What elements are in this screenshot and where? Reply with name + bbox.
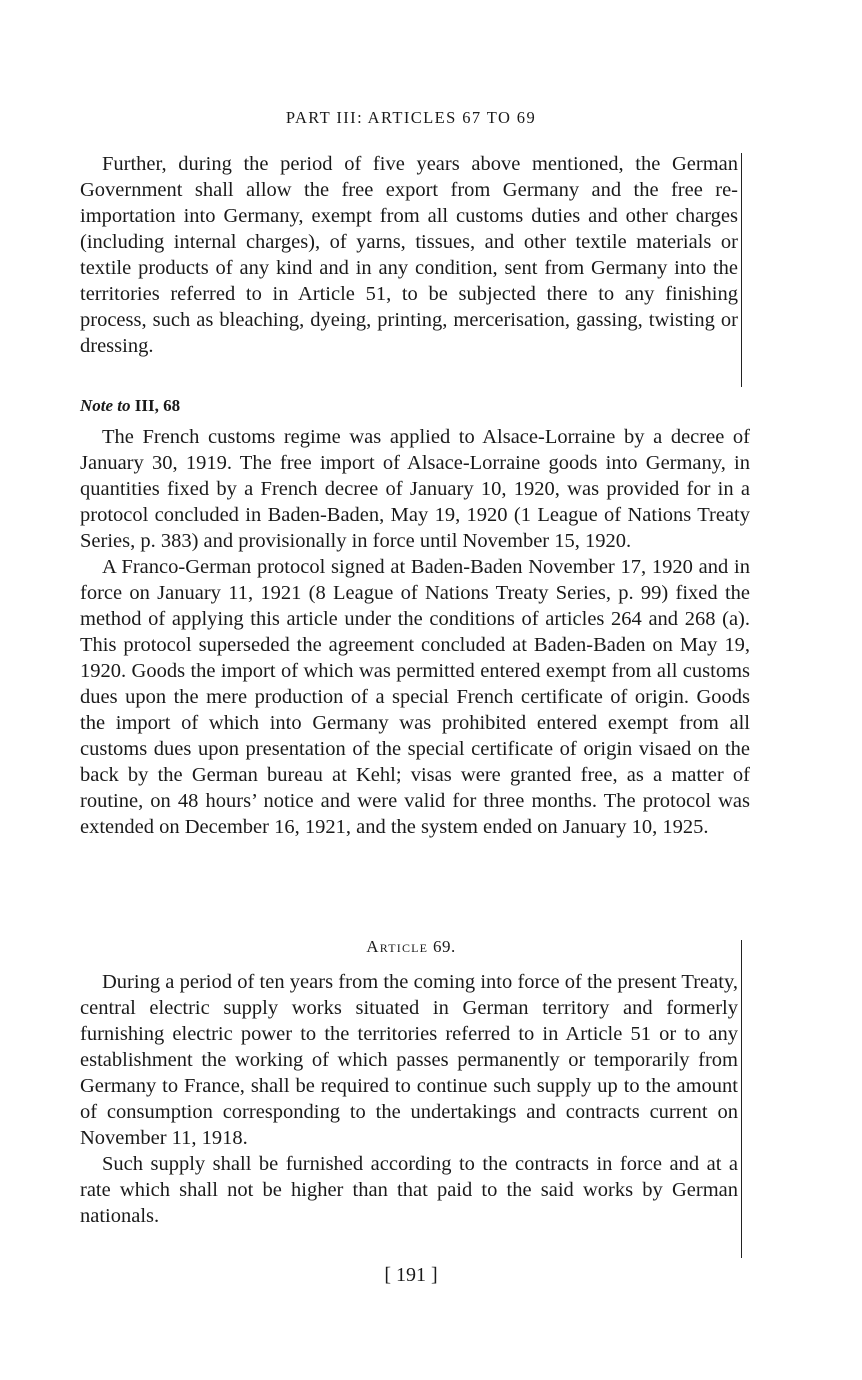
note-reference: III, 68 — [134, 396, 181, 415]
margin-rule — [741, 940, 742, 1258]
note-heading — [80, 396, 180, 416]
article-heading — [0, 937, 822, 957]
treaty-text-article-69 — [80, 969, 738, 1229]
margin-rule — [741, 153, 742, 387]
note-text — [80, 424, 750, 840]
page-number: [ 191 ] — [384, 1264, 438, 1286]
running-head: PART III: ARTICLES 67 TO 69 — [285, 108, 537, 127]
article-paragraph: Such supply shall be furnished according to the contracts in force and at a rate which shall not be higher than that paid to the said works by German nationals. — [80, 1153, 738, 1227]
article-paragraph: During a period of ten years from the coming into force of the present Treaty, central electric supply works situated in German territory and formerly furnishing electric power to the territories referred to in Article 51 or to any establishment the working of which passes permanently or temporarily from Germany to France, shall be required to continue such supply up to the amount of consumption corresponding to the undertakings and contracts current on November 11, 1918. — [80, 971, 738, 1149]
note-paragraph: The French customs regime was applied to Alsace-Lorraine by a decree of January 30, 1919. The free import of Alsace-Lorraine goods into Germany, in quantities fixed by a French decree of January 10, 1920, was provided for in a protocol concluded in Baden-Baden, May 19, 1920 (1 League of Nations Treaty Series, p. 383) and provisionally in force until November 15, 1920. — [80, 426, 750, 552]
treaty-paragraph: Further, during the period of five years above mentioned, the German Government shall allow the free export from Germany and the free re-importation into Germany, exempt from all customs duties and other charges (including internal charges), of yarns, tissues, and other textile materials or textile products of any kind and in any condition, sent from Germany into the territories referred to in Article 51, to be subjected there to any finishing process, such as bleaching, dyeing, printing, mercerisation, gassing, twisting or dressing. — [80, 153, 738, 357]
article-word: Article — [366, 937, 429, 956]
note-label: Note to — [80, 396, 131, 415]
treaty-text-article-68 — [80, 151, 738, 359]
article-number: 69. — [432, 937, 456, 956]
note-paragraph: A Franco-German protocol signed at Baden-Baden November 17, 1920 and in force on January 11, 1921 (8 League of Nations Treaty Series, p. 99) fixed the method of applying this article under the conditions of articles 264 and 268 (a). This protocol superseded the agreement concluded at Baden-Baden on May 19, 1920. Goods the import of which was permitted entered exempt from all customs dues upon the mere production of a special French certificate of origin. Goods the import of which into Germany was prohibited entered exempt from all customs dues upon presentation of the special certificate of origin visaed on the back by the German bureau at Kehl; visas were granted free, as a matter of routine, on 48 hours’ notice and were valid for three months. The protocol was extended on December 16, 1921, and the system ended on January 10, 1925. — [80, 556, 750, 838]
